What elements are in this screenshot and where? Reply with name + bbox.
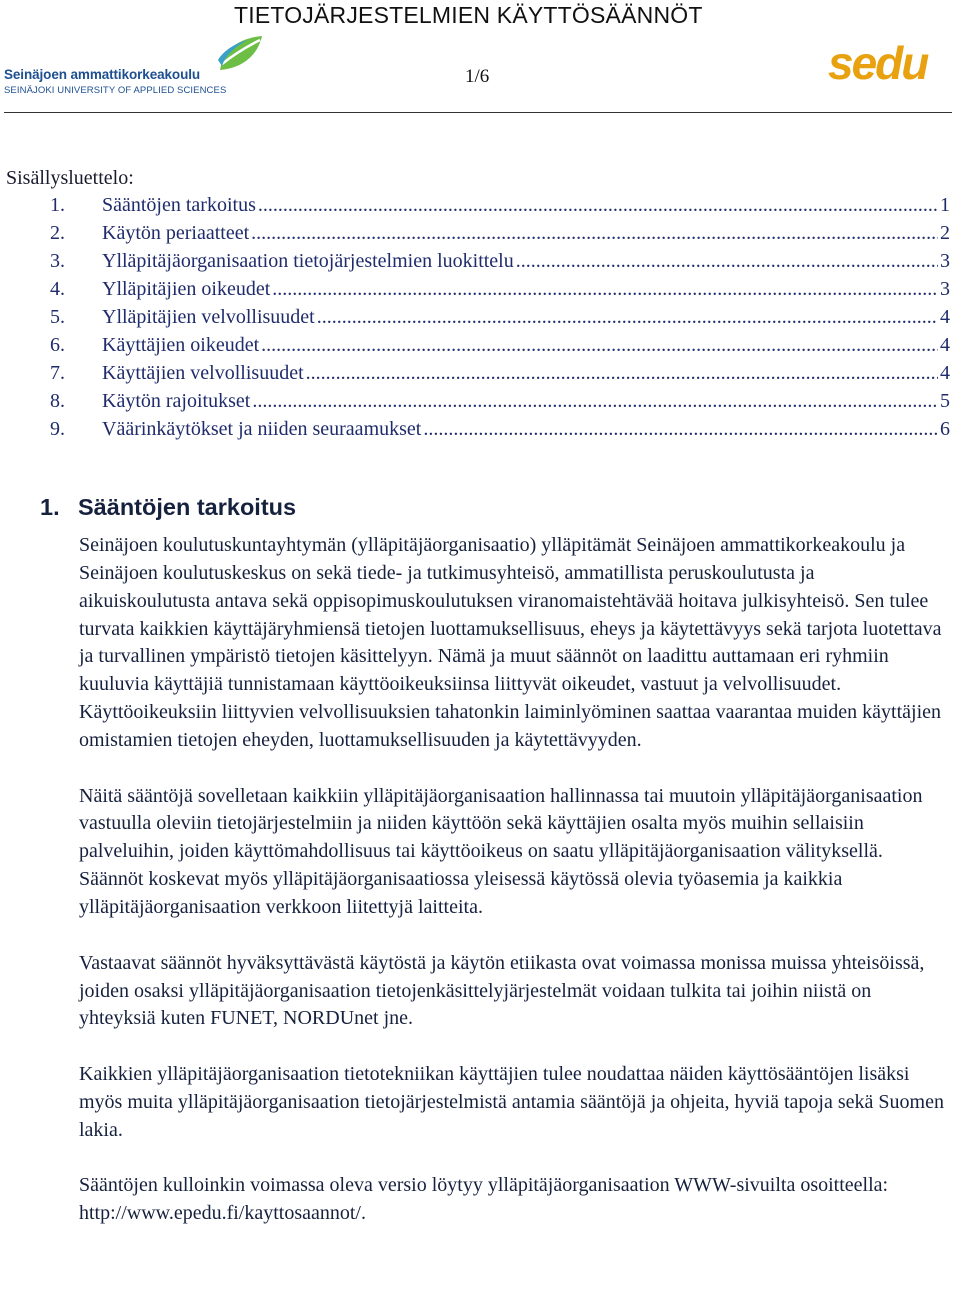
toc-leader-dots xyxy=(252,390,938,413)
toc-item-number: 1. xyxy=(50,194,65,216)
body-paragraph: Vastaavat säännöt hyväksyttävästä käytöstä ja käytön etiikasta ovat voimassa monissa muissa yhteisöissä, joiden osaksi ylläpitäjäorganisaation tietojenkäsittelyjärjestelmät voidaan tulkita tai joihin niistä on yhteyksiä kuten FUNET, NORDUnet jne. xyxy=(79,951,925,1030)
seamk-leaf-icon xyxy=(216,34,264,74)
toc-item-page: 3 xyxy=(940,250,950,272)
toc-item-title: Käyttäjien velvollisuudet xyxy=(102,362,304,384)
toc-item-number: 4. xyxy=(50,278,65,300)
toc-item-page: 4 xyxy=(940,334,950,356)
seamk-logo xyxy=(4,34,264,98)
toc-item-number: 6. xyxy=(50,334,65,356)
seamk-logo-name: Seinäjoen ammattikorkeakoulu xyxy=(4,67,201,82)
toc-leader-dots xyxy=(258,194,938,217)
toc-item[interactable] xyxy=(50,362,950,390)
toc-leader-dots xyxy=(261,334,938,357)
page-number: 1/6 xyxy=(465,66,490,87)
toc-item-page: 4 xyxy=(940,362,950,384)
toc-item-title: Ylläpitäjäorganisaation tietojärjestelmien luokittelu xyxy=(102,250,514,272)
seamk-logo-subtitle: SEINÄJOKI UNIVERSITY OF APPLIED SCIENCES xyxy=(4,85,227,96)
toc-item-title: Väärinkäytökset ja niiden seuraamukset xyxy=(102,418,422,440)
section-title: Sääntöjen tarkoitus xyxy=(78,494,297,520)
toc-leader-dots xyxy=(272,278,938,301)
toc-item-page: 6 xyxy=(940,418,950,440)
toc-item-title: Käytön rajoitukset xyxy=(102,390,251,412)
toc-item-page: 5 xyxy=(940,390,950,412)
toc-item-title: Ylläpitäjien velvollisuudet xyxy=(102,306,315,328)
body-paragraph: Kaikkien ylläpitäjäorganisaation tietotekniikan käyttäjien tulee noudattaa näiden käyttösääntöjen lisäksi myös muita ylläpitäjäorganisaation tietojärjestelmistä antamia sääntöjä ja ohjeita, hyviä tapoja sekä Suomen lakia. xyxy=(79,1063,944,1141)
toc-item[interactable] xyxy=(50,194,950,222)
toc-item-page: 2 xyxy=(940,222,950,244)
toc-item-page: 3 xyxy=(940,278,950,300)
body-paragraph: Näitä sääntöjä sovelletaan kaikkiin ylläpitäjäorganisaation hallinnassa tai muutoin ylläpitäjäorganisaation vastuulla oleviin tietojärjestelmiin ja niiden käyttöön sekä käyttäjien osalta myös muihin sellaisiin palveluihin, joiden käyttömahdollisuus tai käyttöoikeus on saatu ylläpitäjäorganisaation välityksellä. Säännöt koskevat myös ylläpitäjäorganisaatiossa yleisessä käytössä olevia työasemia ja kaikkia ylläpitäjäorganisaation verkkoon liitettyjä laitteita. xyxy=(79,784,923,918)
toc-item-title: Sääntöjen tarkoitus xyxy=(102,194,256,216)
toc-item-number: 2. xyxy=(50,222,65,244)
toc-item-number: 9. xyxy=(50,418,65,440)
toc-item-title: Ylläpitäjien oikeudet xyxy=(102,278,271,300)
toc-item-title: Käyttäjien oikeudet xyxy=(102,334,260,356)
toc-item[interactable] xyxy=(50,278,950,306)
toc-item[interactable] xyxy=(50,334,950,362)
section-number: 1. xyxy=(40,494,60,520)
header-divider xyxy=(4,112,952,113)
toc-item[interactable] xyxy=(50,390,950,418)
section-body xyxy=(79,532,949,1256)
toc-item[interactable] xyxy=(50,306,950,334)
toc-item-page: 1 xyxy=(940,194,950,216)
toc-leader-dots xyxy=(317,306,938,329)
toc-item[interactable] xyxy=(50,222,950,250)
toc-item[interactable] xyxy=(50,250,950,278)
toc-leader-dots xyxy=(516,250,938,273)
body-paragraph: Sääntöjen kulloinkin voimassa oleva versio löytyy ylläpitäjäorganisaation WWW-sivuilta osoitteella: http://www.epedu.fi/kayttosaannot/. xyxy=(79,1174,889,1225)
toc-heading: Sisällysluettelo: xyxy=(6,167,134,189)
toc-item-page: 4 xyxy=(940,306,950,328)
toc-item-title: Käytön periaatteet xyxy=(102,222,250,244)
toc-item[interactable] xyxy=(50,418,950,446)
table-of-contents xyxy=(50,194,950,446)
toc-leader-dots xyxy=(423,418,938,441)
toc-item-number: 8. xyxy=(50,390,65,412)
body-paragraph: Seinäjoen koulutuskuntayhtymän (ylläpitäjäorganisaatio) ylläpitämät Seinäjoen ammattikorkeakoulu ja Seinäjoen koulutuskeskus on sekä tiede- ja tutkimusyhteisö, ammatillista peruskoulutusta ja aikuiskoulutusta antava sekä oppisopimuskoulutuksen viranomaistehtävää hoitava julkisyhteisö. Sen tulee turvata kaikkien käyttäjäryhmiensä tietojen luottamuksellisuus, eheys ja käytettävyys sekä tarjota luotettava ja turvallinen ympäristö tietojen käsittelyyn. Nämä ja muut säännöt on laadittu auttamaan eri ryhmiin kuuluvia käyttäjiä tunnistamaan käyttöoikeuksiinsa liittyvät oikeudet, vastuut ja velvollisuudet. Käyttöoikeuksiin liittyvien velvollisuuksien tahatonkin laiminlyöminen saattaa vaarantaa muiden käyttäjien omistamien tietojen eheyden, luottamuksellisuuden ja käytettävyyden. xyxy=(79,534,942,751)
toc-item-number: 7. xyxy=(50,362,65,384)
document-title: TIETOJÄRJESTELMIEN KÄYTTÖSÄÄNNÖT xyxy=(234,2,703,28)
toc-item-number: 3. xyxy=(50,250,65,272)
section-heading xyxy=(40,494,296,521)
toc-leader-dots xyxy=(251,222,938,245)
toc-item-number: 5. xyxy=(50,306,65,328)
sedu-logo: sedu xyxy=(828,37,928,89)
toc-leader-dots xyxy=(306,362,938,385)
